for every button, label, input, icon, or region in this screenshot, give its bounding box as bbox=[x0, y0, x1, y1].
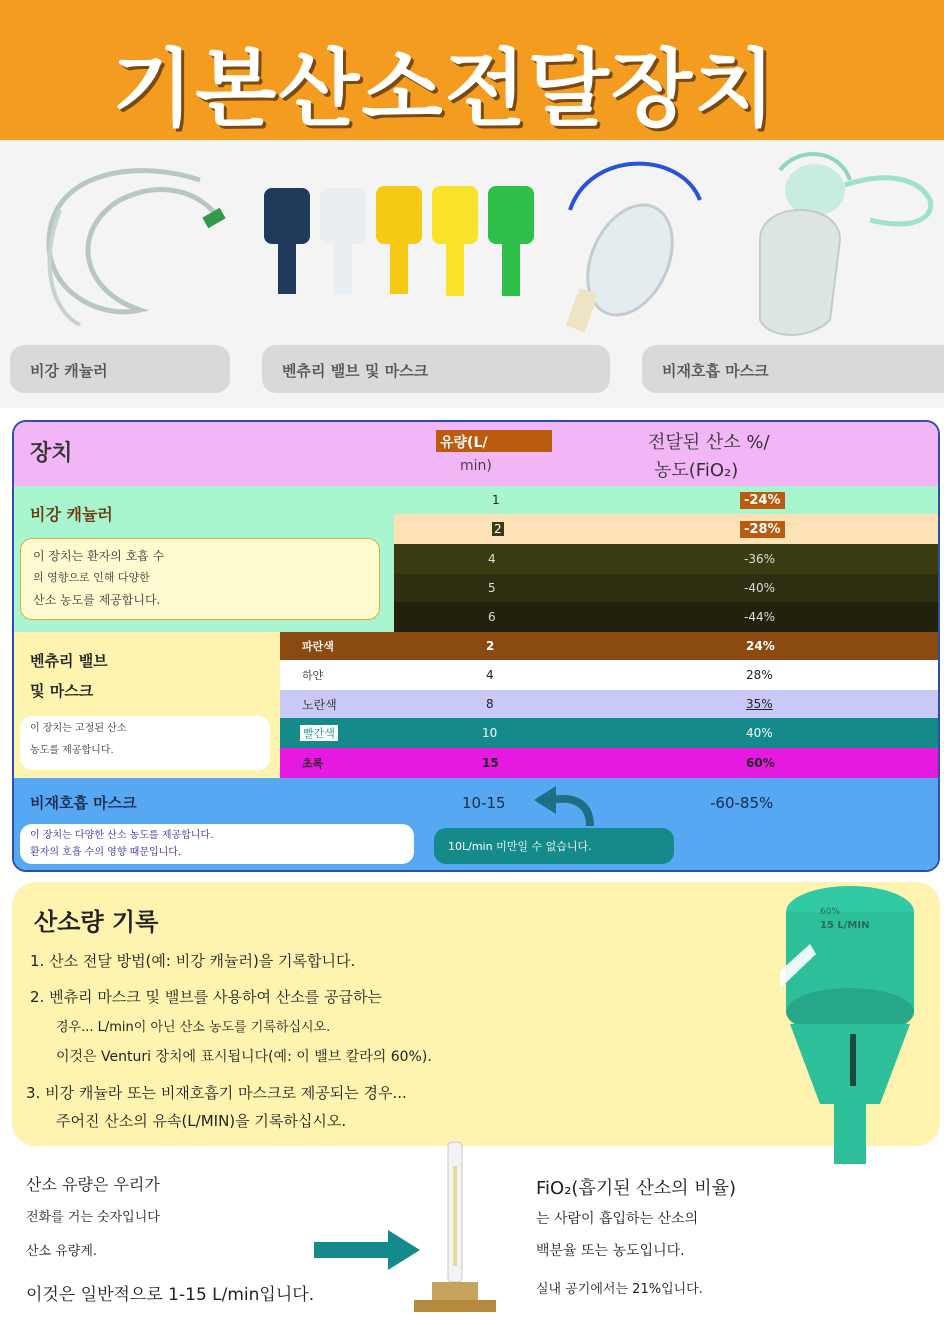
valve-color: 빨간색 bbox=[300, 725, 338, 741]
fio2-info-line-4: 실내 공기에서는 21%입니다. bbox=[536, 1282, 703, 1297]
valve-mark-percent: 60% bbox=[820, 907, 841, 917]
nasal-row-5 bbox=[394, 602, 940, 632]
venturi-note-line: 농도를 제공합니다. bbox=[30, 745, 114, 756]
nasal-note bbox=[20, 538, 380, 620]
device-label-nasal-cannula: 비강 캐뉼러 bbox=[10, 345, 230, 393]
nonrebreather-fio2: -60-85% bbox=[710, 794, 774, 812]
fio2-info-line-1: FiO₂(흡기된 산소의 비율) bbox=[536, 1178, 737, 1199]
venturi-name: 벤츄리 밸브 bbox=[30, 652, 108, 670]
title-banner bbox=[0, 0, 944, 140]
nasal-row-3 bbox=[394, 544, 940, 574]
device-label-venturi: 벤츄리 밸브 및 마스크 bbox=[262, 345, 610, 393]
venturi-valves-image bbox=[258, 180, 558, 310]
valve-color: 초록 bbox=[302, 757, 324, 770]
valve-color: 파란색 bbox=[302, 640, 334, 653]
flow-info-line-4: 이것은 일반적으로 1-15 L/min입니다. bbox=[26, 1285, 315, 1305]
record-line-2: 2. 벤츄리 마스크 및 밸브를 사용하여 산소를 공급하는 bbox=[30, 988, 382, 1006]
venturi-row-yellow bbox=[280, 690, 940, 718]
flow-value: 1 bbox=[492, 493, 500, 507]
record-line-1: 1. 산소 전달 방법(예: 비강 캐뉼러)을 기록합니다. bbox=[30, 952, 356, 970]
header-device: 장치 bbox=[30, 441, 73, 466]
flow-info-line-1: 산소 유량은 우리가 bbox=[26, 1175, 160, 1194]
flow-value: 8 bbox=[486, 697, 494, 711]
fio2-value: 35% bbox=[746, 697, 773, 711]
fio2-value: -28% bbox=[740, 521, 785, 538]
flow-value: 5 bbox=[488, 581, 496, 595]
header-flow: 유량(L/ bbox=[436, 430, 552, 452]
valve-color: 노란색 bbox=[302, 697, 337, 712]
venturi-row-white bbox=[280, 660, 940, 690]
venturi-row-green bbox=[280, 748, 940, 778]
fio2-value: 28% bbox=[746, 668, 773, 682]
nonrebreather-name: 비재호흡 마스크 bbox=[30, 794, 137, 812]
flow-value: 4 bbox=[486, 668, 494, 682]
fio2-value: -24% bbox=[740, 492, 785, 509]
table-header bbox=[14, 422, 940, 486]
fio2-value: 24% bbox=[746, 639, 775, 653]
venturi-row-red bbox=[280, 718, 940, 748]
nonrebreather-note-line: 이 장치는 다양한 산소 농도를 제공합니다. bbox=[30, 830, 214, 841]
flow-value: 15 bbox=[482, 756, 499, 770]
nonrebreather-note-line: 환자의 호흡 수의 영향 때문입니다. bbox=[30, 847, 182, 858]
venturi-note bbox=[20, 716, 270, 770]
flow-value: 4 bbox=[488, 552, 496, 566]
fio2-info-line-2: 는 사람이 흡입하는 산소의 bbox=[536, 1211, 699, 1227]
record-heading: 산소량 기록 bbox=[34, 908, 159, 936]
valve-mark-flow: 15 L/MIN bbox=[820, 920, 870, 931]
fio2-value: -36% bbox=[744, 552, 776, 566]
flow-value: 2 bbox=[494, 522, 502, 536]
device-photo-strip bbox=[0, 140, 944, 408]
venturi-mask-image bbox=[550, 150, 710, 340]
header-concentration: 전달된 산소 %/ bbox=[648, 432, 770, 453]
record-line-4: 이것은 Venturi 장치에 표시됩니다(예: 이 밸브 칼라의 60%). bbox=[56, 1049, 432, 1065]
record-line-5: 3. 비강 캐뉼라 또는 비재호흡기 마스크로 제공되는 경우... bbox=[26, 1084, 407, 1102]
nonrebreather-flow: 10-15 bbox=[462, 794, 506, 812]
oxygen-device-table bbox=[12, 420, 940, 872]
page-title: 기본산소전달장치 bbox=[112, 40, 778, 138]
nasal-note-line: 의 영향으로 인해 다양한 bbox=[33, 571, 150, 584]
venturi-row-blue bbox=[280, 632, 940, 660]
nasal-note-line: 이 장치는 환자의 호흡 수 bbox=[33, 549, 165, 563]
arrow-right-icon bbox=[314, 1230, 422, 1270]
device-label-nonrebreather: 비재호흡 마스크 bbox=[642, 345, 944, 393]
record-line-6: 주어진 산소의 유속(L/MIN)을 기록하십시오. bbox=[56, 1112, 347, 1130]
flow-minimum-callout: 10L/min 미만일 수 없습니다. bbox=[434, 828, 674, 864]
flow-value: 2 bbox=[486, 639, 495, 653]
flowmeter-image bbox=[410, 1136, 500, 1320]
nasal-row-4 bbox=[394, 574, 940, 602]
nasal-row-2 bbox=[394, 514, 940, 544]
valve-color: 하얀 bbox=[302, 669, 324, 682]
fio2-value: 60% bbox=[746, 756, 775, 770]
fio2-value: -44% bbox=[744, 610, 776, 624]
nasal-row-1 bbox=[394, 486, 940, 514]
curved-arrow-icon bbox=[532, 786, 602, 832]
fio2-value: 40% bbox=[746, 726, 773, 740]
nasal-cannula-name: 비강 캐뉼러 bbox=[30, 505, 113, 524]
venturi-name-2: 및 마스크 bbox=[30, 682, 94, 700]
record-line-3: 경우... L/min이 아닌 산소 농도를 기록하십시오. bbox=[56, 1020, 331, 1035]
flow-value: 6 bbox=[488, 610, 496, 624]
fio2-info-line-3: 백분율 또는 농도입니다. bbox=[536, 1243, 685, 1259]
header-flow-unit: min) bbox=[460, 458, 492, 474]
venturi-valve-image bbox=[780, 884, 920, 1166]
nonrebreather-note bbox=[20, 824, 414, 864]
flow-info-line-3: 산소 유량계. bbox=[26, 1244, 98, 1259]
flow-value: 10 bbox=[482, 726, 498, 740]
nasal-note-line: 산소 농도를 제공합니다. bbox=[33, 593, 161, 607]
fio2-value: -40% bbox=[744, 581, 776, 595]
nonrebreather-mask-image bbox=[720, 140, 940, 340]
venturi-note-line: 이 장치는 고정된 산소 bbox=[30, 723, 127, 734]
nasal-cannula-image bbox=[20, 150, 230, 340]
header-fio2: 농도(FiO₂) bbox=[654, 460, 739, 481]
flow-info-line-2: 전화를 거는 숫자입니다 bbox=[26, 1210, 160, 1225]
